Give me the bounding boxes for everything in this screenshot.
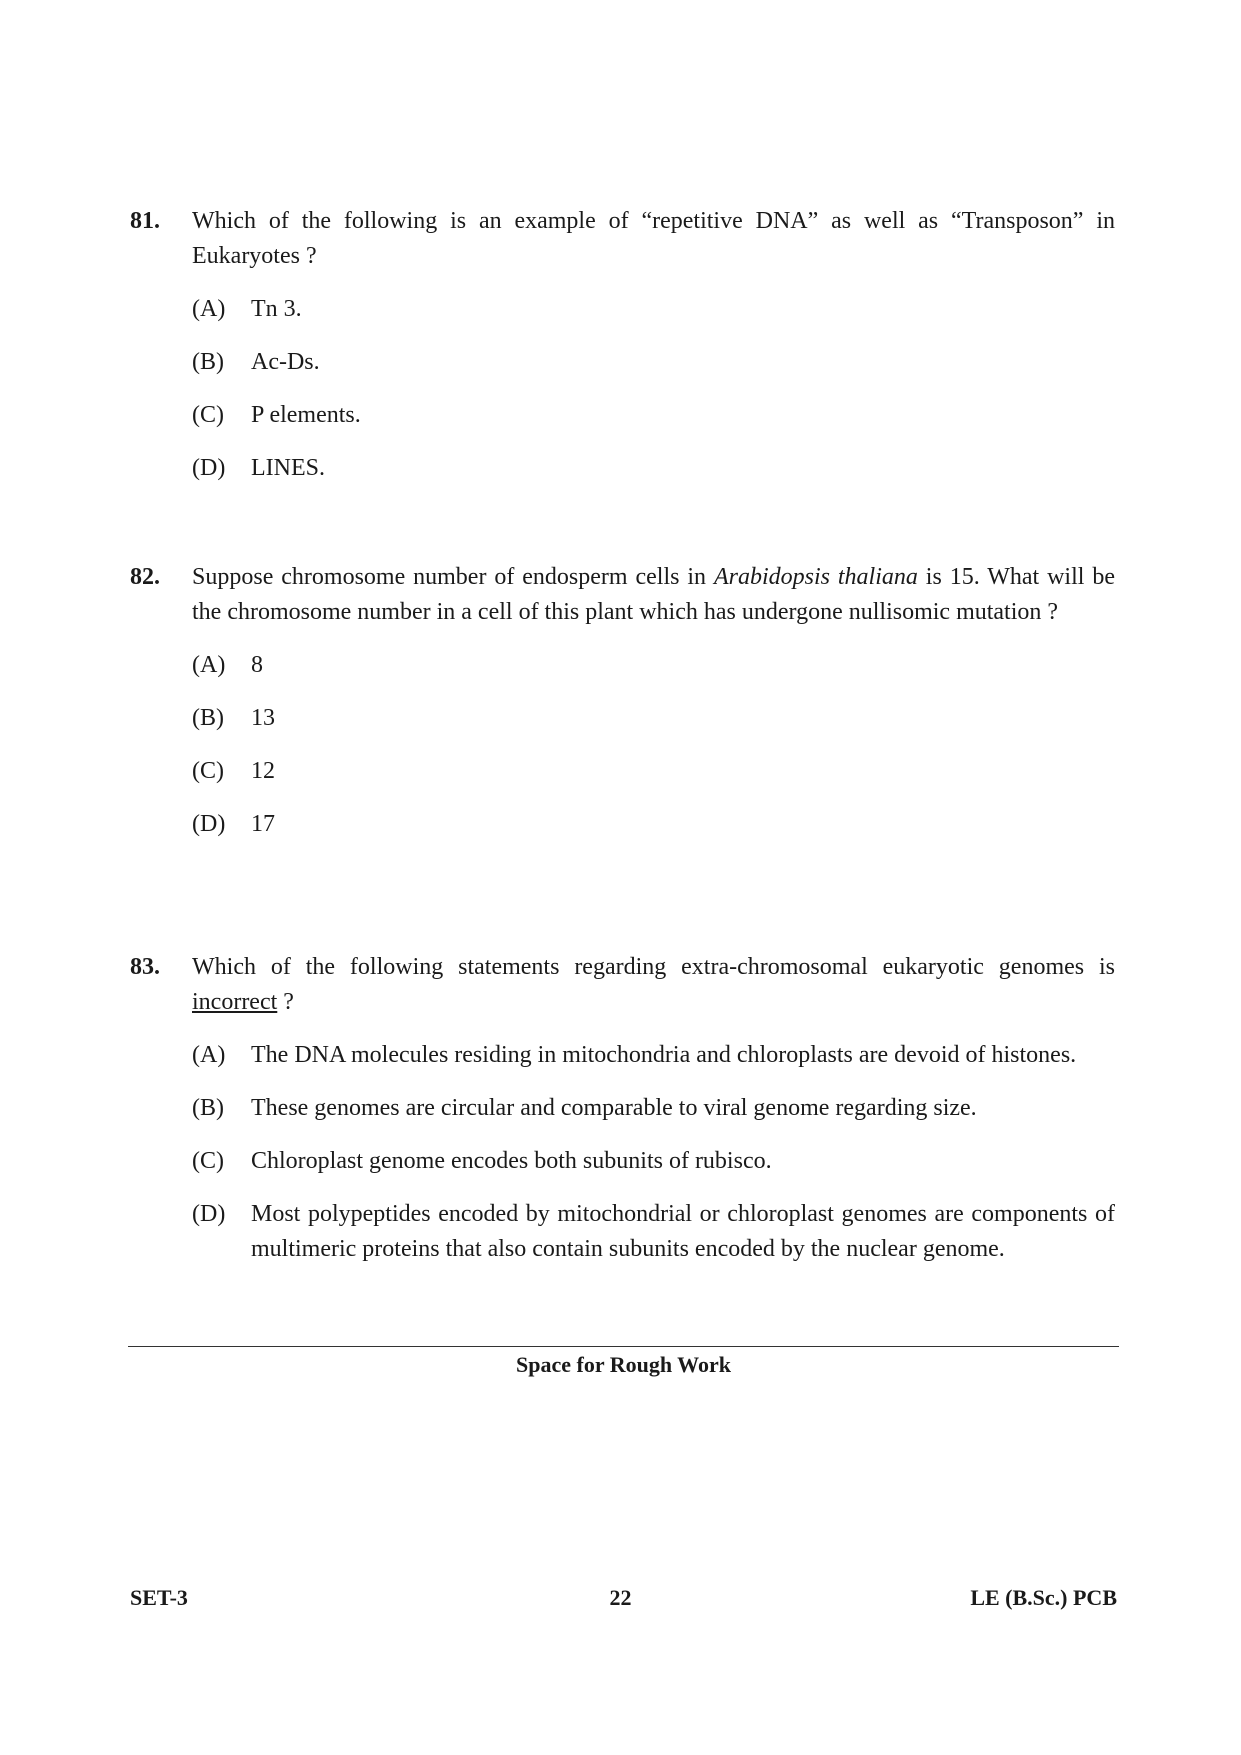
option-b	[192, 345, 1115, 380]
option-letter: (B)	[192, 349, 224, 375]
option-d	[192, 451, 1115, 486]
option-letter: (C)	[192, 758, 224, 784]
option-text: Chloroplast genome encodes both subunits of rubisco.	[251, 1148, 772, 1174]
emphasis-word: incorrect	[192, 989, 278, 1015]
option-letter: (A)	[192, 1042, 226, 1068]
options-list	[192, 292, 1115, 486]
option-b	[192, 701, 1115, 736]
option-text: The DNA molecules residing in mitochondria and chloroplasts are devoid of histones.	[251, 1042, 1077, 1068]
option-b	[192, 1091, 1115, 1126]
option-text: Ac-Ds.	[251, 349, 320, 375]
set-label: SET-3	[130, 1585, 188, 1610]
question-83	[130, 950, 1115, 1285]
option-c	[192, 754, 1115, 789]
question-text: Which of the following statements regarding extra-chromosomal eukaryotic genomes is incorrect ?	[192, 954, 1115, 1015]
question-81	[130, 204, 1115, 504]
option-c	[192, 398, 1115, 433]
option-c	[192, 1144, 1115, 1179]
option-letter: (D)	[192, 1201, 226, 1227]
option-letter: (B)	[192, 1095, 224, 1121]
option-text: 17	[251, 811, 275, 837]
species-name: Arabidopsis thaliana	[713, 564, 918, 590]
option-letter: (A)	[192, 296, 226, 322]
horizontal-divider	[128, 1346, 1119, 1347]
option-text: P elements.	[251, 402, 361, 428]
option-text: These genomes are circular and comparable to viral genome regarding size.	[251, 1095, 977, 1121]
option-letter: (B)	[192, 705, 224, 731]
question-text: Which of the following is an example of “repetitive DNA” as well as “Transposon” in Eukaryotes ?	[192, 208, 1115, 269]
option-letter: (C)	[192, 402, 224, 428]
question-number: 82.	[130, 564, 160, 590]
options-list	[192, 1038, 1115, 1267]
question-text: Suppose chromosome number of endosperm cells in Arabidopsis thaliana is 15. What will be the chromosome number in a cell of this plant which has undergone nullisomic mutation ?	[192, 564, 1115, 625]
option-a	[192, 648, 1115, 683]
rough-work-heading: Space for Rough Work	[516, 1352, 731, 1377]
option-letter: (C)	[192, 1148, 224, 1174]
option-d	[192, 1197, 1115, 1267]
exam-code: LE (B.Sc.) PCB	[970, 1585, 1117, 1610]
option-text: 8	[251, 652, 263, 678]
option-text: LINES.	[251, 455, 325, 481]
option-letter: (D)	[192, 455, 226, 481]
option-letter: (D)	[192, 811, 226, 837]
question-number: 81.	[130, 208, 160, 234]
option-a	[192, 1038, 1115, 1073]
option-text: 13	[251, 705, 275, 731]
question-82	[130, 560, 1115, 860]
option-a	[192, 292, 1115, 327]
option-text: Tn 3.	[251, 296, 302, 322]
page-number: 22	[609, 1585, 632, 1610]
option-letter: (A)	[192, 652, 226, 678]
option-text: Most polypeptides encoded by mitochondrial or chloroplast genomes are components of multimeric proteins that also contain subunits encoded by the nuclear genome.	[251, 1201, 1115, 1262]
option-text: 12	[251, 758, 275, 784]
options-list	[192, 648, 1115, 842]
option-d	[192, 807, 1115, 842]
question-number: 83.	[130, 954, 160, 980]
